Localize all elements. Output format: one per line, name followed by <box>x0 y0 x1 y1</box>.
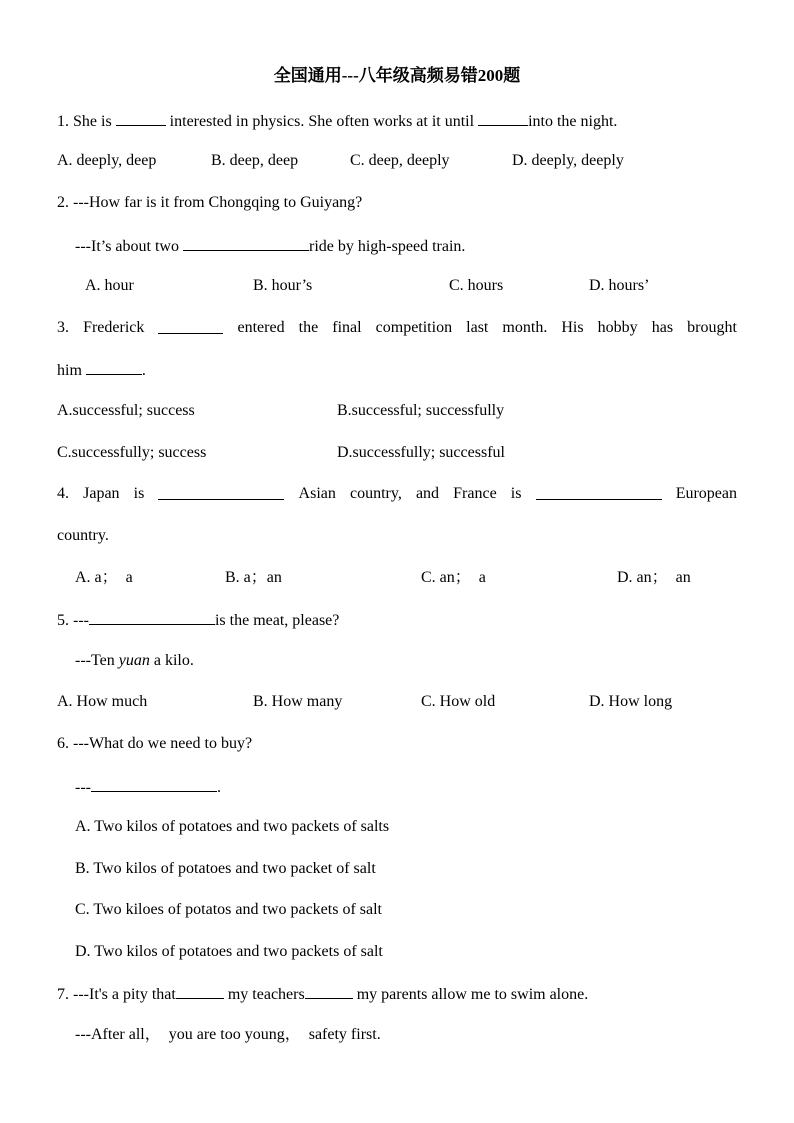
question-6-option-a: A. Two kilos of potatoes and two packets of salts <box>75 818 390 835</box>
question-word: the <box>298 319 319 336</box>
question-1-text-start: 1. She is <box>57 113 116 130</box>
question-3-option-c: C.successfully; success <box>57 444 207 461</box>
answer-blank <box>158 316 223 334</box>
answer-blank <box>86 357 142 375</box>
answer-blank <box>176 981 224 999</box>
question-4-option-b: B. a；an <box>225 569 282 586</box>
question-word: country, <box>349 485 402 502</box>
question-6-option-b: B. Two kilos of potatoes and two packet of salt <box>75 860 376 877</box>
answer-blank <box>183 233 309 251</box>
question-1-text-middle: interested in physics. She often works at it until <box>165 113 479 130</box>
question-2-option-c: C. hours <box>449 277 504 294</box>
question-1-option-c: C. deep, deeply <box>350 152 450 169</box>
question-2-option-a: A. hour <box>85 277 134 294</box>
question-3-cont-start: him <box>57 362 86 379</box>
question-word: 3. <box>57 319 69 336</box>
question-5-option-b: B. How many <box>253 693 343 710</box>
question-word: 4. <box>57 485 69 502</box>
question-2-answer-start: ---It’s about two <box>75 238 183 255</box>
answer-blank <box>91 774 217 792</box>
question-word: Asian <box>298 485 336 502</box>
question-7-text-start: 7. ---It's a pity that <box>57 986 176 1003</box>
question-5-text-end: is the meat, please? <box>214 612 340 629</box>
question-3 <box>57 316 737 340</box>
answer-blank <box>536 482 662 500</box>
question-word: entered <box>237 319 285 336</box>
question-6-option-c: C. Two kiloes of potatos and two packets of salt <box>75 901 382 918</box>
question-1-option-b: B. deep, deep <box>211 152 299 169</box>
question-5-answer-start: ---Ten <box>75 652 119 669</box>
page-title: 全国通用---八年级高频易错200题 <box>273 66 521 85</box>
question-1-option-d: D. deeply, deeply <box>512 152 624 169</box>
question-7-text-middle: my teachers <box>223 986 305 1003</box>
answer-blank <box>116 108 166 126</box>
question-2-answer-line <box>75 233 465 257</box>
question-4-option-a: A. a； a <box>75 569 133 586</box>
question-word: brought <box>687 319 737 336</box>
question-2: 2. ---How far is it from Chongqing to Guiyang? <box>57 194 363 211</box>
question-7-text-end: my parents allow me to swim alone. <box>352 986 589 1003</box>
question-word: His <box>561 319 584 336</box>
question-6: 6. ---What do we need to buy? <box>57 735 253 752</box>
question-5-option-c: C. How old <box>421 693 496 710</box>
question-word: final <box>332 319 362 336</box>
question-2-option-b: B. hour’s <box>253 277 313 294</box>
question-6-answer-end: . <box>216 779 221 796</box>
question-5-answer-line <box>75 649 194 673</box>
question-3-option-a: A.successful; success <box>57 402 195 419</box>
question-5-option-d: D. How long <box>589 693 673 710</box>
answer-blank <box>89 607 215 625</box>
answer-blank <box>305 981 353 999</box>
question-word: Japan <box>83 485 120 502</box>
question-1 <box>57 108 617 132</box>
question-5 <box>57 607 339 631</box>
question-7-answer-line: ---After all， you are too young， safety first. <box>75 1026 381 1043</box>
question-word: European <box>675 485 737 502</box>
answer-blank <box>158 482 284 500</box>
question-1-option-a: A. deeply, deep <box>57 152 157 169</box>
question-word: and <box>415 485 440 502</box>
question-2-answer-end: ride by high-speed train. <box>308 238 466 255</box>
question-word: is <box>133 485 145 502</box>
question-word: Frederick <box>83 319 145 336</box>
question-word: month. <box>502 319 548 336</box>
question-4 <box>57 482 737 506</box>
question-2-option-d: D. hours’ <box>589 277 650 294</box>
question-5-text-start: 5. --- <box>57 612 89 629</box>
question-word: competition <box>375 319 453 336</box>
question-7 <box>57 981 588 1005</box>
question-6-answer-line <box>75 774 221 798</box>
question-1-text-end: into the night. <box>528 113 618 130</box>
question-6-option-d: D. Two kilos of potatoes and two packets of salt <box>75 943 383 960</box>
question-4-option-c: C. an； a <box>421 569 486 586</box>
question-4-option-d: D. an； an <box>617 569 691 586</box>
question-5-option-a: A. How much <box>57 693 148 710</box>
question-word: France <box>453 485 497 502</box>
answer-blank <box>478 108 528 126</box>
question-3-option-b: B.successful; successfully <box>337 402 505 419</box>
question-word: has <box>651 319 674 336</box>
question-3-continuation <box>57 357 146 381</box>
question-word: is <box>510 485 522 502</box>
question-3-option-d: D.successfully; successful <box>337 444 505 461</box>
question-5-answer-end: a kilo. <box>149 652 194 669</box>
question-5-answer-italic: yuan <box>118 652 150 669</box>
question-word: hobby <box>597 319 638 336</box>
question-3-cont-end: . <box>141 362 146 379</box>
question-word: last <box>466 319 489 336</box>
question-4-continuation: country. <box>57 527 109 544</box>
question-6-answer-start: --- <box>75 779 91 796</box>
